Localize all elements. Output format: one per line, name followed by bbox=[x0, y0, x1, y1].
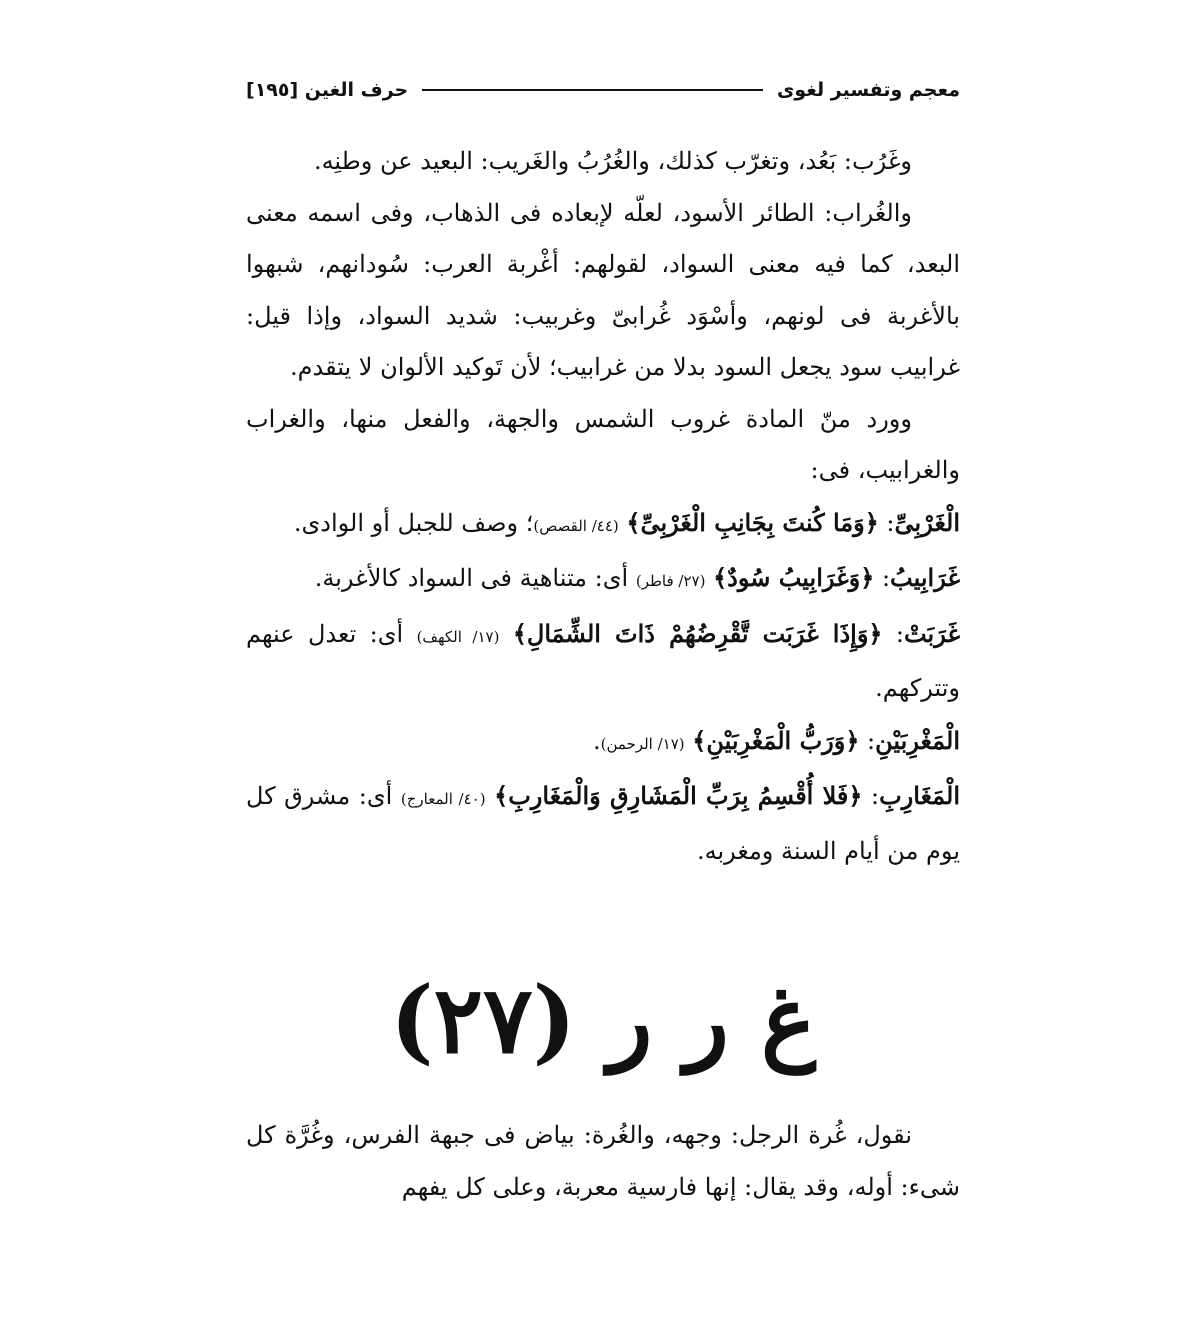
entry-gloss: ؛ وصف للجبل أو الوادى. bbox=[293, 508, 534, 537]
entry-gloss: أى: متناهية فى السواد كالأغربة. bbox=[314, 564, 636, 592]
entry-headword: غَرَابِيبُ bbox=[890, 563, 960, 592]
entry-headword: الْمَغَارِبِ bbox=[879, 781, 961, 810]
entry-headword: الْغَرْبِىِّ bbox=[894, 507, 960, 537]
quran-verse: ﴿وَإِذَا غَرَبَت تَّقْرِضُهُمْ ذَاتَ الشِّمَالِ﴾ bbox=[512, 618, 883, 648]
quran-verse: ﴿وَمَا كُنتَ بِجَانِبِ الْغَرْبِىِّ﴾ bbox=[626, 507, 879, 537]
entry-item: الْمَغْرِبَيْنِ: ﴿وَرَبُّ الْمَغْرِبَيْنِ﴾ (١٧/ الرحمن). bbox=[592, 725, 960, 755]
paragraph: وورد منّ المادة غروب الشمس والجهة، والفعل منها، والغراب والغرابيب، فى: bbox=[246, 404, 960, 484]
verse-reference: (٢٧/ فاطر) bbox=[635, 572, 706, 590]
entry-gloss: أى: مشرق كل يوم من أيام السنة ومغربه. bbox=[246, 782, 960, 865]
entry-item: غَرَبَتْ: ﴿وَإِذَا غَرَبَت تَّقْرِضُهُمْ ذَاتَ الشِّمَالِ﴾ (١٧/ الكهف) أى: تعدل عنهم وتتركهم. bbox=[246, 618, 960, 702]
paragraph: نقول، غُرة الرجل: وجهه، والغُرة: بياض فى جبهة الفرس، وغُرَّة كل شىء: أوله، وقد يقال: إنها فارسية معربة، وعلى كل يفهم bbox=[246, 1121, 960, 1201]
book-title: معجم وتفسير لغوى bbox=[776, 79, 960, 101]
entry-headword: الْمَغْرِبَيْنِ bbox=[875, 725, 960, 755]
quran-verse: ﴿وَرَبُّ الْمَغْرِبَيْنِ﴾ bbox=[692, 725, 860, 755]
paragraph: وغَرُب: بَعُد، وتغرّب كذلك، والغُرُبُ والغَريب: البعيد عن وطنِه. bbox=[313, 147, 912, 175]
verse-reference: (٤٤/ القصص) bbox=[533, 516, 619, 535]
section-text bbox=[246, 1110, 960, 1213]
header-rule bbox=[422, 89, 763, 91]
verse-reference: (٤٠/ المعارج) bbox=[400, 790, 486, 808]
entry-gloss: أى: تعدل عنهم وتتركهم. bbox=[246, 619, 960, 702]
entry-item: غَرَابِيبُ: ﴿وَغَرَابِيبُ سُودٌ﴾ (٢٧/ فاطر) أى: متناهية فى السواد كالأغربة. bbox=[314, 563, 960, 592]
quran-verse: ﴿وَغَرَابِيبُ سُودٌ﴾ bbox=[713, 563, 875, 592]
entry-item: الْغَرْبِىِّ: ﴿وَمَا كُنتَ بِجَانِبِ الْغَرْبِىِّ﴾ (٤٤/ القصص)؛ وصف للجبل أو الوادى. bbox=[293, 507, 960, 537]
chapter-and-page-number: حرف الغين [١٩٥] bbox=[246, 79, 409, 101]
root-section-heading: غ ر ر (٢٧) bbox=[390, 966, 816, 1074]
entry-gloss: . bbox=[592, 726, 601, 755]
verse-reference: (١٧/ الكهف) bbox=[416, 627, 500, 646]
verse-reference: (١٧/ الرحمن) bbox=[600, 734, 685, 753]
quran-verse: ﴿فَلا أُقْسِمُ بِرَبِّ الْمَشَارِقِ وَالْمَغَارِبِ﴾ bbox=[494, 781, 863, 810]
running-header bbox=[246, 76, 960, 104]
entry-headword: غَرَبَتْ bbox=[903, 618, 960, 648]
main-text bbox=[246, 136, 960, 877]
entry-item: الْمَغَارِبِ: ﴿فَلا أُقْسِمُ بِرَبِّ الْمَشَارِقِ وَالْمَغَارِبِ﴾ (٤٠/ المعارج) أى: مشرق كل يوم من أيام السنة ومغربه. bbox=[246, 781, 961, 865]
paragraph: والغُراب: الطائر الأسود، لعلّه لإبعاده فى الذهاب، وفى اسمه معنى البعد، كما فيه معنى السواد، لقولهم: أغْربة العرب: سُودانهم، شبهوا بالأغربة فى لونهم، وأسْوَد غُرابىّ وغربيب: شديد السواد، وإذا قيل: غرابيب سود يجعل السود بدلا من غرابيب؛ لأن تَوكيد الألوان لا يتقدم. bbox=[246, 198, 960, 381]
